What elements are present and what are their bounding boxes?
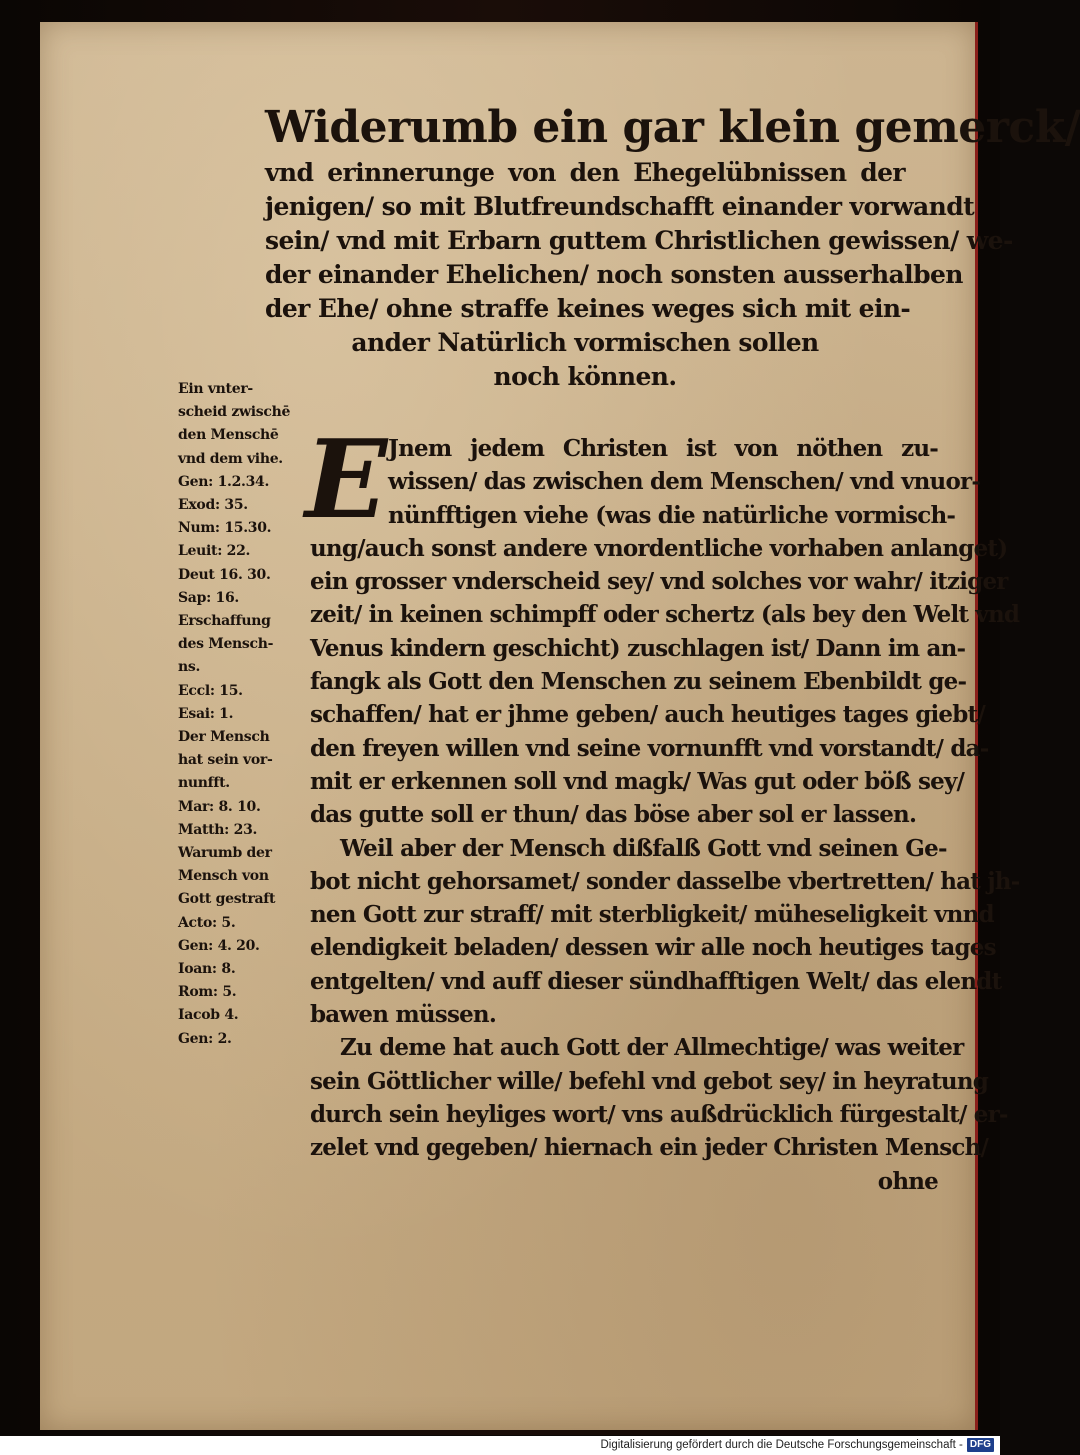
text-line: fangk als Gott den Menschen zu seinem Ebenbildt ge- [310, 668, 967, 696]
text-line: bot nicht gehorsamet/ sonder dasselbe vbertretten/ hat jh- [310, 867, 1020, 895]
text-line: elendigkeit beladen/ dessen wir alle noch heutiges tages [310, 934, 996, 962]
margin-note: Gen: 1.2.34. [178, 473, 270, 490]
heading-line-2: vnd erinnerunge von den Ehegelübnissen der [265, 158, 905, 187]
margin-note: Erschaffung [178, 613, 271, 630]
margin-note: Exod: 35. [178, 497, 248, 514]
margin-note: Rom: 5. [178, 984, 237, 1001]
margin-note: des Mensch- [178, 636, 274, 653]
funding-footer [0, 1436, 1000, 1455]
decorated-initial: E [305, 417, 388, 543]
margin-note: Iacob 4. [178, 1007, 239, 1024]
margin-note: Leuit: 22. [178, 543, 251, 560]
text-line: Jnem jedem Christen ist von nöthen zu- [388, 435, 938, 462]
text-line: ung/auch sonst andere vnordentliche vorhaben anlanget) [310, 534, 1008, 562]
text-line: schaffen/ hat er jhme geben/ auch heutiges tages giebt/ [310, 701, 985, 729]
margin-note: Ein vnter- [178, 381, 253, 397]
margin-note: Warumb der [178, 845, 272, 862]
margin-note: Ioan: 8. [178, 961, 236, 978]
margin-note: den Menschē [178, 427, 279, 444]
margin-note: ns. [178, 659, 201, 676]
text-line: Zu deme hat auch Gott der Allmechtige/ was weiter [340, 1034, 964, 1062]
margin-note: Gott gestraft [178, 891, 276, 908]
heading-line-8: noch können. [493, 362, 677, 391]
text-line: zeit/ in keinen schimpff oder schertz (als bey den Welt vnd [310, 601, 1020, 629]
margin-note: Num: 15.30. [178, 520, 272, 537]
heading-line-4: sein/ vnd mit Erbarn guttem Christlichen gewissen/ we- [265, 226, 1013, 255]
margin-note: Deut 16. 30. [178, 566, 271, 583]
margin-note: Esai: 1. [178, 705, 234, 722]
heading-line-1: Widerumb ein gar klein gemerck/ [265, 102, 1080, 153]
text-line: den freyen willen vnd seine vornunfft vnd vorstandt/ da- [310, 734, 989, 762]
text-line: mit er erkennen soll vnd magk/ Was gut oder böß sey/ [310, 767, 965, 795]
text-line: sein Göttlicher wille/ befehl vnd gebot sey/ in heyratung [310, 1067, 989, 1095]
text-line: entgelten/ vnd auff dieser sündhafftigen Welt/ das elendt [310, 967, 1002, 995]
chapter-heading [265, 100, 1080, 394]
text-line: zelet vnd gegeben/ hiernach ein jeder Christen Mensch/ [310, 1134, 989, 1162]
footer-text: Digitalisierung gefördert durch die Deutsche Forschungsgemeinschaft - [600, 1439, 963, 1451]
margin-notes [178, 378, 308, 1051]
heading-line-7: ander Natürlich vormischen sollen [351, 328, 819, 357]
text-line: wissen/ das zwischen dem Menschen/ vnd vnuor- [388, 468, 981, 496]
text-line: das gutte soll er thun/ das böse aber sol er lassen. [310, 801, 917, 829]
heading-line-5: der einander Ehelichen/ noch sonsten ausserhalben [265, 260, 963, 289]
margin-note: Eccl: 15. [178, 682, 243, 699]
text-line: ein grosser vnderscheid sey/ vnd solches vor wahr/ itziger [310, 568, 1008, 596]
text-line: bawen müssen. [310, 1001, 497, 1029]
text-line: nünfftigen viehe (was die natürliche vormisch- [388, 501, 956, 529]
margin-note: hat sein vor- [178, 752, 273, 769]
margin-note: Sap: 16. [178, 589, 239, 606]
text-line: durch sein heyliges wort/ vns außdrücklich fürgestalt/ er- [310, 1100, 1008, 1128]
body-text [310, 432, 1020, 1198]
margin-note: Acto: 5. [178, 914, 236, 931]
text-line: nen Gott zur straff/ mit sterbligkeit/ müheseligkeit vnnd [310, 901, 994, 929]
heading-line-3: jenigen/ so mit Blutfreundschafft einander vorwandt [265, 192, 975, 221]
margin-note: vnd dem vihe. [178, 450, 283, 467]
margin-note: Gen: 2. [178, 1030, 232, 1047]
margin-note: nunfft. [178, 775, 230, 792]
text-line: Venus kindern geschicht) zuschlagen ist/ Dann im an- [310, 634, 966, 662]
margin-note: Der Mensch [178, 729, 270, 746]
margin-note: scheid zwischē [178, 404, 291, 421]
margin-note: Mar: 8. 10. [178, 798, 261, 815]
margin-note: Gen: 4. 20. [178, 937, 260, 954]
heading-line-6: der Ehe/ ohne straffe keines weges sich mit ein- [265, 294, 911, 323]
dfg-logo-icon: DFG [967, 1438, 994, 1452]
margin-note: Mensch von [178, 868, 269, 885]
margin-note: Matth: 23. [178, 821, 258, 838]
text-line: Weil aber der Mensch dißfalß Gott vnd seinen Ge- [340, 834, 947, 862]
catchword: ohne [877, 1167, 938, 1195]
